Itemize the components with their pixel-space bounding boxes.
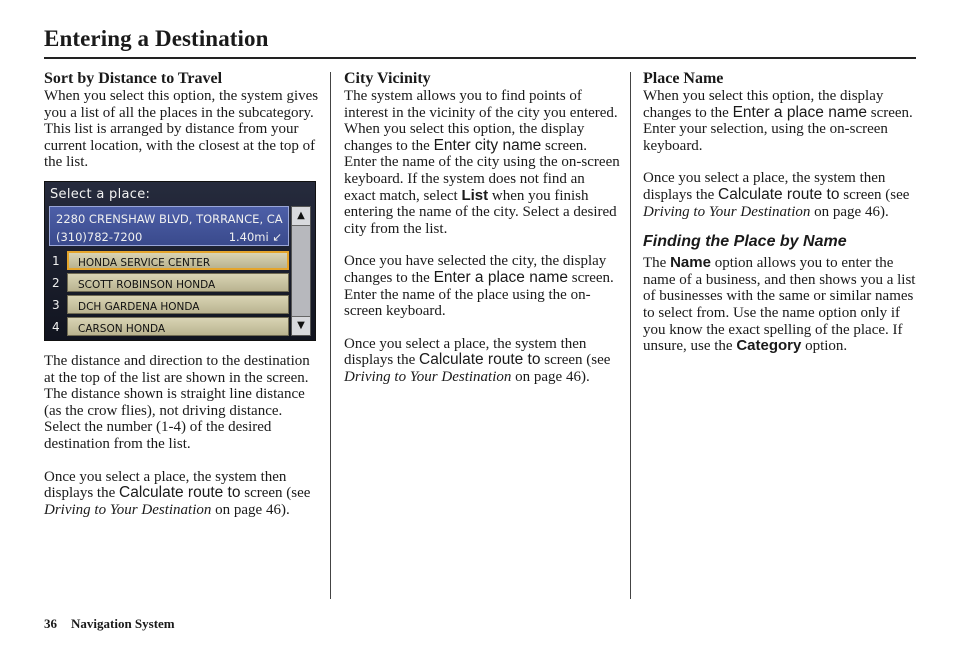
ui-term: Enter city name: [433, 136, 542, 154]
title-rule: [44, 57, 916, 59]
paragraph: The distance and direction to the destination at the top of the list are shown in the screen. The distance shown is straight line distance (as the crow flies), not driving distance. Select the number (1-4) of the desired destination from the list.: [44, 352, 310, 452]
ui-term: Category: [736, 337, 802, 355]
heading-place-name: Place Name: [643, 70, 724, 87]
screen-list-item: [45, 272, 295, 294]
screen-list-item: [45, 250, 295, 272]
cross-reference: Driving to Your Destination: [643, 203, 811, 220]
paragraph: Once you select a place, the system then displays the Calculate route to screen (see Driving to Your Destination on page 46).: [44, 468, 311, 518]
scroll-down-icon: ▼: [292, 316, 310, 335]
ui-term: List: [461, 186, 489, 204]
screen-distance: 1.40mi ↙: [228, 229, 282, 244]
screen-item-number: 1: [52, 253, 60, 268]
ui-term: Calculate route to: [718, 185, 840, 203]
paragraph: When you select this option, the display changes to the Enter a place name screen. Enter your selection, using the on-screen keyboard.: [643, 88, 913, 154]
column-divider: [630, 72, 631, 599]
screen-item-number: 4: [52, 319, 60, 334]
ui-term: Calculate route to: [119, 484, 241, 502]
paragraph: The system allows you to find points of interest in the vicinity of the city you entered. When you select this option, the display changes to the Enter city name screen. Enter the name of the city using the on-screen keyboard. If the system does not find an exact match, select List when you finish entering the name of the city. Select a desired city from the list.: [344, 88, 620, 237]
page-number: 36: [44, 616, 57, 631]
paragraph: Once you have selected the city, the display changes to the Enter a place name screen. Enter the name of the place using the on-screen keyboard.: [344, 253, 614, 320]
screen-item-label: DCH GARDENA HONDA: [67, 295, 289, 314]
cross-reference: Driving to Your Destination: [44, 501, 212, 518]
column-3: [643, 70, 919, 355]
column-1: [44, 70, 320, 518]
screen-item-label: HONDA SERVICE CENTER: [67, 251, 289, 270]
paragraph: When you select this option, the system gives you a list of all the places in the subcategory. This list is arranged by distance from your current location, with the closest at the top of the list.: [44, 88, 319, 171]
ui-term: Enter a place name: [433, 268, 568, 286]
screen-title: Select a place:: [50, 186, 151, 202]
screen-address-box: [49, 206, 289, 246]
heading-sort-by-distance: Sort by Distance to Travel: [44, 70, 223, 87]
footer-label: Navigation System: [71, 616, 175, 631]
screen-address-line: 2280 CRENSHAW BLVD, TORRANCE, CA: [56, 211, 283, 226]
screen-phone: (310)782-7200: [56, 229, 143, 244]
screen-scrollbar: [291, 206, 311, 336]
column-2: [344, 70, 620, 386]
ui-term: Enter a place name: [732, 103, 867, 121]
ui-term: Name: [670, 254, 711, 272]
paragraph: Once you select a place, the system then displays the Calculate route to screen (see Driving to Your Destination on page 46).: [643, 170, 910, 220]
nav-screen-image: [44, 181, 316, 341]
page-footer: [44, 616, 175, 632]
screen-item-label: SCOTT ROBINSON HONDA: [67, 273, 289, 292]
subheading-finding-place-by-name: Finding the Place by Name: [643, 233, 847, 251]
scroll-up-icon: ▲: [292, 207, 310, 226]
screen-item-number: 3: [52, 297, 60, 312]
heading-city-vicinity: City Vicinity: [344, 70, 431, 87]
cross-reference: Driving to Your Destination: [344, 368, 512, 385]
ui-term: Calculate route to: [419, 351, 541, 369]
screen-list-item: [45, 294, 295, 316]
column-divider: [330, 72, 331, 599]
screen-item-number: 2: [52, 275, 60, 290]
page-title: Entering a Destination: [44, 26, 269, 51]
direction-arrow-icon: ↙: [272, 229, 282, 244]
paragraph: The Name option allows you to enter the name of a business, and then shows you a list of businesses with the same or similar names to select from. Use the name option only if you know the exact spelling of the place. If unsure, use the Category option.: [643, 254, 916, 355]
screen-item-label: CARSON HONDA: [67, 317, 289, 336]
screen-list-item: [45, 316, 295, 338]
paragraph: Once you select a place, the system then displays the Calculate route to screen (see Driving to Your Destination on page 46).: [344, 335, 611, 385]
